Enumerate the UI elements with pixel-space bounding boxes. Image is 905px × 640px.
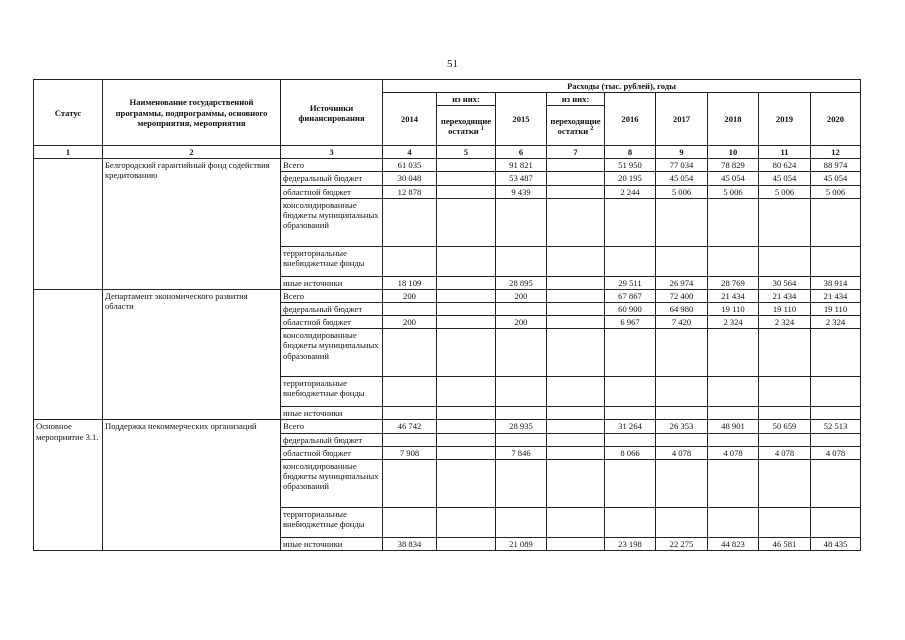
amount-cell: 6 967	[605, 316, 656, 329]
amount-cell: 19 110	[811, 303, 861, 316]
status-cell: Основное мероприятие 3.1.	[34, 420, 103, 551]
amount-cell	[547, 159, 605, 172]
funding-source-cell: Всего	[281, 420, 383, 433]
amount-cell	[605, 407, 656, 420]
amount-cell: 61 035	[383, 159, 437, 172]
col-index: 1	[34, 146, 103, 159]
amount-cell	[605, 246, 656, 276]
amount-cell	[437, 159, 496, 172]
amount-cell	[383, 459, 437, 507]
amount-cell	[811, 246, 861, 276]
funding-source-cell: консолидированные бюджеты муниципальных образований	[281, 329, 383, 377]
amount-cell	[547, 276, 605, 289]
amount-cell	[496, 459, 547, 507]
amount-cell	[759, 507, 811, 537]
amount-cell: 2 324	[708, 316, 759, 329]
amount-cell: 23 198	[605, 537, 656, 550]
amount-cell: 7 908	[383, 446, 437, 459]
amount-cell	[437, 446, 496, 459]
col-index: 9	[656, 146, 708, 159]
table-row	[34, 420, 861, 433]
status-cell	[34, 289, 103, 420]
funding-source-cell: иные источники	[281, 276, 383, 289]
amount-cell: 46 742	[383, 420, 437, 433]
amount-cell	[708, 459, 759, 507]
amount-cell	[656, 198, 708, 246]
amount-cell: 5 006	[759, 185, 811, 198]
amount-cell	[496, 246, 547, 276]
amount-cell	[547, 507, 605, 537]
amount-cell	[437, 329, 496, 377]
amount-cell	[496, 303, 547, 316]
amount-cell: 21 434	[759, 289, 811, 302]
amount-cell: 29 511	[605, 276, 656, 289]
amount-cell	[759, 433, 811, 446]
amount-cell	[811, 507, 861, 537]
amount-cell	[547, 198, 605, 246]
amount-cell: 8 066	[605, 446, 656, 459]
measure-name-cell: Поддержка некоммерческих организаций	[103, 420, 281, 551]
col-index: 5	[437, 146, 496, 159]
amount-cell: 2 324	[759, 316, 811, 329]
amount-cell	[547, 303, 605, 316]
amount-cell: 38 914	[811, 276, 861, 289]
amount-cell	[437, 289, 496, 302]
amount-cell: 21 434	[708, 289, 759, 302]
amount-cell	[759, 377, 811, 407]
amount-cell	[708, 198, 759, 246]
header-year-2016: 2016	[605, 93, 656, 146]
measure-name-cell: Департамент экономического развития области	[103, 289, 281, 420]
amount-cell	[656, 329, 708, 377]
amount-cell: 7 420	[656, 316, 708, 329]
amount-cell	[437, 198, 496, 246]
amount-cell: 2 244	[605, 185, 656, 198]
amount-cell: 4 078	[708, 446, 759, 459]
amount-cell: 91 821	[496, 159, 547, 172]
amount-cell	[605, 377, 656, 407]
funding-source-cell: территориальные внебюджетные фонды	[281, 377, 383, 407]
amount-cell	[656, 507, 708, 537]
measure-name-cell: Белгородский гарантийный фонд содействия кредитованию	[103, 159, 281, 290]
amount-cell: 18 109	[383, 276, 437, 289]
amount-cell	[605, 329, 656, 377]
amount-cell	[383, 433, 437, 446]
amount-cell: 28 895	[496, 276, 547, 289]
amount-cell: 4 078	[759, 446, 811, 459]
amount-cell	[656, 246, 708, 276]
col-index: 8	[605, 146, 656, 159]
column-index-row	[34, 146, 861, 159]
amount-cell	[759, 246, 811, 276]
amount-cell: 2 324	[811, 316, 861, 329]
amount-cell	[437, 507, 496, 537]
amount-cell	[383, 507, 437, 537]
amount-cell: 4 078	[811, 446, 861, 459]
header-status: Статус	[34, 80, 103, 146]
amount-cell	[656, 459, 708, 507]
funding-source-cell: Всего	[281, 289, 383, 302]
amount-cell: 72 400	[656, 289, 708, 302]
amount-cell: 45 054	[811, 172, 861, 185]
amount-cell	[437, 316, 496, 329]
amount-cell	[437, 420, 496, 433]
amount-cell	[708, 407, 759, 420]
amount-cell: 22 275	[656, 537, 708, 550]
amount-cell	[383, 198, 437, 246]
amount-cell: 45 054	[656, 172, 708, 185]
amount-cell: 60 900	[605, 303, 656, 316]
amount-cell	[708, 377, 759, 407]
status-cell	[34, 159, 103, 290]
amount-cell	[759, 198, 811, 246]
amount-cell	[437, 276, 496, 289]
funding-source-cell: территориальные внебюджетные фонды	[281, 507, 383, 537]
funding-source-cell: консолидированные бюджеты муниципальных образований	[281, 198, 383, 246]
amount-cell	[547, 246, 605, 276]
amount-cell: 200	[496, 289, 547, 302]
header-of-them-1: из них:	[437, 93, 496, 106]
amount-cell: 80 624	[759, 159, 811, 172]
amount-cell: 5 006	[708, 185, 759, 198]
amount-cell: 19 110	[759, 303, 811, 316]
amount-cell	[547, 433, 605, 446]
amount-cell: 21 434	[811, 289, 861, 302]
amount-cell	[547, 289, 605, 302]
amount-cell	[437, 459, 496, 507]
header-year-2018: 2018	[708, 93, 759, 146]
page-number: 51	[447, 58, 458, 70]
col-index: 12	[811, 146, 861, 159]
amount-cell	[811, 198, 861, 246]
amount-cell	[811, 377, 861, 407]
amount-cell: 77 034	[656, 159, 708, 172]
funding-source-cell: иные источники	[281, 537, 383, 550]
header-carryover-1	[437, 106, 496, 146]
amount-cell	[437, 377, 496, 407]
amount-cell	[437, 172, 496, 185]
amount-cell	[383, 303, 437, 316]
amount-cell: 9 439	[496, 185, 547, 198]
amount-cell	[605, 507, 656, 537]
amount-cell	[547, 316, 605, 329]
table-row	[34, 289, 861, 302]
funding-source-cell: территориальные внебюджетные фонды	[281, 246, 383, 276]
header-year-2017: 2017	[656, 93, 708, 146]
funding-source-cell: областной бюджет	[281, 185, 383, 198]
amount-cell: 5 006	[811, 185, 861, 198]
header-year-2014: 2014	[383, 93, 437, 146]
header-sources: Источники финансирования	[281, 80, 383, 146]
amount-cell: 53 487	[496, 172, 547, 185]
amount-cell	[437, 537, 496, 550]
amount-cell: 19 110	[708, 303, 759, 316]
amount-cell: 31 264	[605, 420, 656, 433]
amount-cell	[708, 507, 759, 537]
funding-source-cell: федеральный бюджет	[281, 433, 383, 446]
amount-cell: 21 089	[496, 537, 547, 550]
amount-cell	[437, 185, 496, 198]
amount-cell	[547, 537, 605, 550]
amount-cell	[759, 459, 811, 507]
amount-cell	[383, 246, 437, 276]
header-carryover-2	[547, 106, 605, 146]
amount-cell: 38 834	[383, 537, 437, 550]
col-index: 10	[708, 146, 759, 159]
header-carryover-2-text: переходящие остатки	[550, 115, 601, 136]
amount-cell: 52 513	[811, 420, 861, 433]
amount-cell	[547, 172, 605, 185]
amount-cell: 26 353	[656, 420, 708, 433]
amount-cell	[496, 433, 547, 446]
amount-cell: 45 054	[759, 172, 811, 185]
amount-cell	[496, 507, 547, 537]
amount-cell	[811, 329, 861, 377]
funding-source-cell: федеральный бюджет	[281, 303, 383, 316]
amount-cell: 48 435	[811, 537, 861, 550]
amount-cell	[759, 329, 811, 377]
amount-cell	[547, 420, 605, 433]
amount-cell: 200	[383, 289, 437, 302]
amount-cell	[437, 303, 496, 316]
amount-cell	[547, 407, 605, 420]
amount-cell	[656, 433, 708, 446]
amount-cell: 28 935	[496, 420, 547, 433]
amount-cell	[811, 433, 861, 446]
funding-source-cell: иные источники	[281, 407, 383, 420]
amount-cell: 44 823	[708, 537, 759, 550]
header-expenses-group: Расходы (тыс. рублей), годы	[383, 80, 861, 93]
amount-cell	[656, 407, 708, 420]
amount-cell	[708, 433, 759, 446]
funding-source-cell: областной бюджет	[281, 446, 383, 459]
col-index: 6	[496, 146, 547, 159]
amount-cell	[547, 329, 605, 377]
funding-source-cell: федеральный бюджет	[281, 172, 383, 185]
amount-cell	[496, 329, 547, 377]
amount-cell	[656, 377, 708, 407]
amount-cell	[605, 459, 656, 507]
header-name: Наименование государственной программы, подпрограммы, основного мероприятия, мероприятия	[103, 80, 281, 146]
amount-cell	[496, 407, 547, 420]
header-year-2020: 2020	[811, 93, 861, 146]
amount-cell	[437, 246, 496, 276]
header-year-2019: 2019	[759, 93, 811, 146]
amount-cell: 46 581	[759, 537, 811, 550]
amount-cell	[605, 198, 656, 246]
budget-table	[33, 79, 861, 551]
amount-cell	[547, 446, 605, 459]
amount-cell	[811, 407, 861, 420]
header-of-them-2: из них:	[547, 93, 605, 106]
amount-cell: 200	[496, 316, 547, 329]
amount-cell	[496, 198, 547, 246]
header-carryover-1-text: переходящие остатки	[440, 115, 492, 136]
amount-cell: 64 980	[656, 303, 708, 316]
amount-cell	[547, 377, 605, 407]
amount-cell: 12 878	[383, 185, 437, 198]
col-index: 11	[759, 146, 811, 159]
amount-cell: 48 901	[708, 420, 759, 433]
funding-source-cell: Всего	[281, 159, 383, 172]
amount-cell	[437, 433, 496, 446]
amount-cell	[383, 407, 437, 420]
funding-source-cell: консолидированные бюджеты муниципальных образований	[281, 459, 383, 507]
funding-source-cell: областной бюджет	[281, 316, 383, 329]
header-year-2015: 2015	[496, 93, 547, 146]
amount-cell	[759, 407, 811, 420]
amount-cell	[708, 329, 759, 377]
amount-cell: 26 974	[656, 276, 708, 289]
amount-cell: 7 846	[496, 446, 547, 459]
amount-cell	[547, 185, 605, 198]
amount-cell: 5 006	[656, 185, 708, 198]
col-index: 2	[103, 146, 281, 159]
amount-cell	[811, 459, 861, 507]
table-row	[34, 159, 861, 172]
amount-cell: 45 054	[708, 172, 759, 185]
amount-cell: 50 659	[759, 420, 811, 433]
footnote-1-mark: 1	[480, 125, 484, 132]
amount-cell: 78 829	[708, 159, 759, 172]
amount-cell	[547, 459, 605, 507]
amount-cell: 67 867	[605, 289, 656, 302]
col-index: 7	[547, 146, 605, 159]
amount-cell	[383, 377, 437, 407]
amount-cell: 30 048	[383, 172, 437, 185]
amount-cell: 28 769	[708, 276, 759, 289]
amount-cell	[383, 329, 437, 377]
amount-cell: 30 564	[759, 276, 811, 289]
amount-cell: 4 078	[656, 446, 708, 459]
col-index: 3	[281, 146, 383, 159]
col-index: 4	[383, 146, 437, 159]
amount-cell	[437, 407, 496, 420]
amount-cell: 200	[383, 316, 437, 329]
amount-cell	[605, 433, 656, 446]
footnote-2-mark: 2	[590, 125, 594, 132]
amount-cell	[708, 246, 759, 276]
amount-cell: 51 950	[605, 159, 656, 172]
amount-cell	[496, 377, 547, 407]
amount-cell: 88 974	[811, 159, 861, 172]
amount-cell: 20 195	[605, 172, 656, 185]
